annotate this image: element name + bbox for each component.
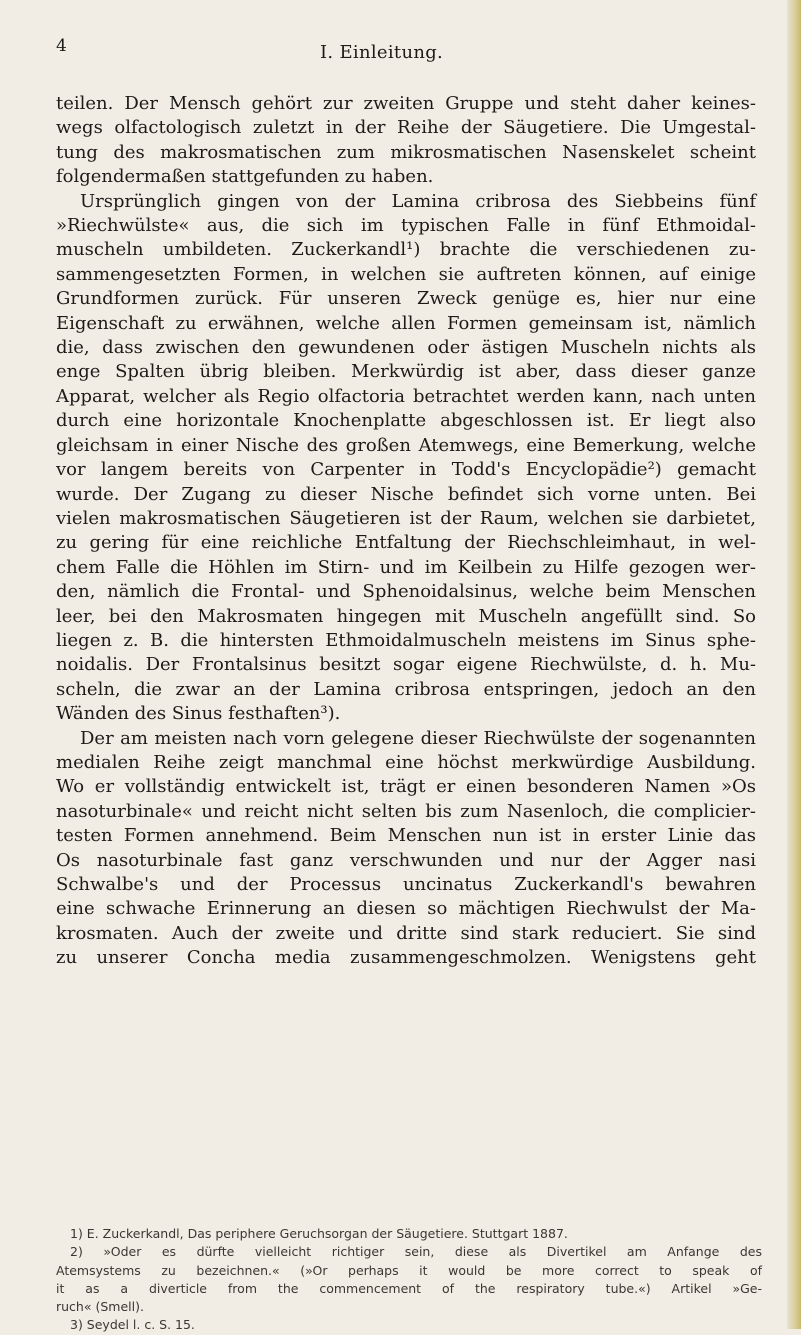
page-edge [787, 0, 801, 1329]
text-line: leer, bei den Makrosmaten hingegen mit Muscheln angefüllt sind. So [56, 605, 756, 627]
footnote-line: Atemsystems zu bezeichnen.« (»Or perhaps it would be more correct to speak of [56, 1262, 762, 1278]
text-line: wurde. Der Zugang zu dieser Nische befindet sich vorne unten. Bei [56, 483, 756, 505]
text-line: testen Formen annehmend. Beim Menschen nun ist in erster Linie das [56, 825, 756, 847]
text-line: sammengesetzten Formen, in welchen sie auftreten können, auf einige [56, 263, 756, 285]
text-line: krosmaten. Auch der zweite und dritte sind stark reduciert. Sie sind [56, 922, 756, 944]
text-line: vor langem bereits von Carpenter in Todd's Encyclopädie²) gemacht [56, 459, 756, 481]
text-line: medialen Reihe zeigt manchmal eine höchst merkwürdige Ausbildung. [56, 751, 756, 773]
footnote-line: 3) Seydel l. c. S. 15. [70, 1317, 195, 1333]
text-line: tung des makrosmatischen zum mikrosmatischen Nasenskelet scheint [56, 141, 756, 163]
text-line: liegen z. B. die hintersten Ethmoidalmuscheln meistens im Sinus sphe- [56, 629, 756, 651]
text-line: Os nasoturbinale fast ganz verschwunden und nur der Agger nasi [56, 849, 756, 871]
text-line: Der am meisten nach vorn gelegene dieser Riechwülste der sogenannten [80, 727, 756, 749]
text-line: Grundformen zurück. Für unseren Zweck genüge es, hier nur eine [56, 288, 756, 310]
footnote-line: 2) »Oder es dürfte vielleicht richtiger sein, diese als Divertikel am Anfange des [70, 1244, 762, 1260]
footnote-line: ruch« (Smell). [56, 1299, 144, 1315]
text-line: folgendermaßen stattgefunden zu haben. [56, 166, 434, 188]
footnote-line: 1) E. Zuckerkandl, Das periphere Geruchsorgan der Säugetiere. Stuttgart 1887. [70, 1226, 568, 1241]
text-line: zu unserer Concha media zusammengeschmolzen. Wenigstens geht [56, 947, 756, 969]
text-line: eine schwache Erinnerung an diesen so mächtigen Riechwulst der Ma- [56, 898, 756, 920]
text-line: vielen makrosmatischen Säugetieren ist der Raum, welchen sie darbietet, [56, 507, 756, 529]
text-line: noidalis. Der Frontalsinus besitzt sogar eigene Riechwülste, d. h. Mu- [56, 654, 756, 676]
page-number: 4 [56, 36, 67, 56]
text-line: Apparat, welcher als Regio olfactoria betrachtet werden kann, nach unten [56, 385, 756, 407]
text-line: nasoturbinale« und reicht nicht selten bis zum Nasenloch, die complicier- [56, 800, 756, 822]
text-line: die, dass zwischen den gewundenen oder ästigen Muscheln nichts als [56, 337, 756, 359]
text-line: teilen. Der Mensch gehört zur zweiten Gruppe und steht daher keines- [56, 93, 756, 114]
text-line: Schwalbe's und der Processus uncinatus Zuckerkandl's bewahren [56, 874, 756, 895]
text-line: enge Spalten übrig bleiben. Merkwürdig ist aber, dass dieser ganze [56, 361, 756, 383]
text-line: durch eine horizontale Knochenplatte abgeschlossen ist. Er liegt also [56, 410, 756, 432]
text-line: Eigenschaft zu erwähnen, welche allen Formen gemeinsam ist, nämlich [56, 312, 756, 334]
text-line: »Riechwülste« aus, die sich im typischen Falle in fünf Ethmoidal- [56, 215, 756, 237]
text-line: den, nämlich die Frontal- und Sphenoidalsinus, welche beim Menschen [56, 581, 756, 603]
footnote-line: it as a diverticle from the commencement of the respiratory tube.«) Artikel »Ge- [56, 1280, 762, 1296]
body-text [56, 92, 756, 971]
text-line: zu gering für eine reichliche Entfaltung der Riechschleimhaut, in wel- [56, 532, 756, 554]
footnotes [56, 1225, 762, 1335]
text-line: scheln, die zwar an der Lamina cribrosa entspringen, jedoch an den [56, 678, 756, 700]
text-line: muscheln umbildeten. Zuckerkandl¹) brachte die verschiedenen zu- [56, 239, 756, 261]
text-line: wegs olfactologisch zuletzt in der Reihe der Säugetiere. Die Umgestal- [56, 117, 756, 139]
text-line: chem Falle die Höhlen im Stirn- und im Keilbein zu Hilfe gezogen wer- [56, 556, 756, 578]
text-line: gleichsam in einer Nische des großen Atemwegs, eine Bemerkung, welche [56, 434, 756, 456]
text-line: Wo er vollständig entwickelt ist, trägt er einen besonderen Namen »Os [56, 776, 756, 798]
running-head: I. Einleitung. [320, 42, 444, 63]
text-line: Wänden des Sinus festhaften³). [56, 703, 341, 725]
text-line: Ursprünglich gingen von der Lamina cribrosa des Siebbeins fünf [80, 190, 756, 212]
